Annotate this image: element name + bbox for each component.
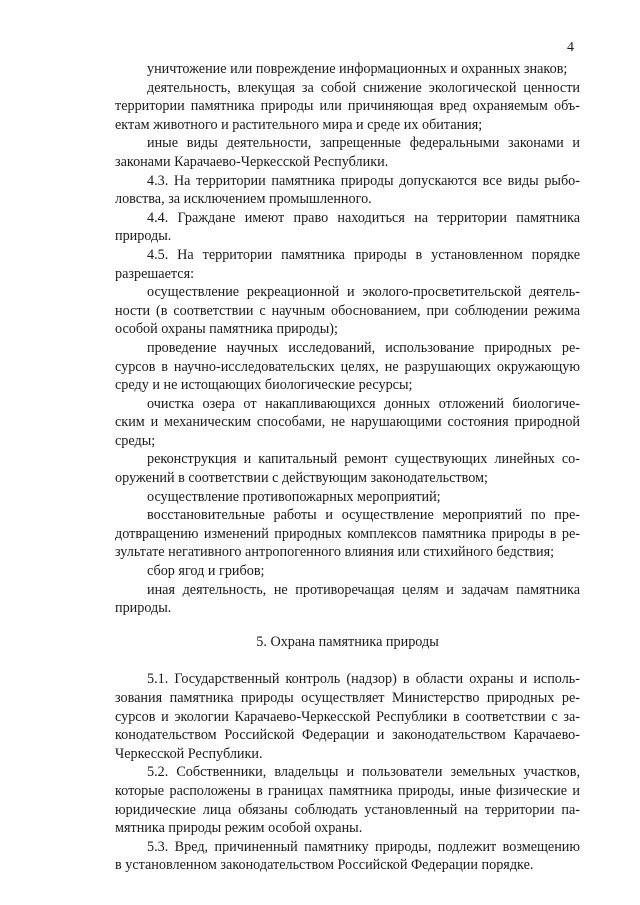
text-line: особой охраны памятника природы); — [115, 321, 338, 338]
text-line: восстановительные работы и осуществление мероприятий по пре- — [147, 507, 580, 524]
text-line: зования памятника природы осуществляет Министерство природных ре- — [115, 690, 580, 706]
text-line: 5.1. Государственный контроль (надзор) в области охраны и исполь- — [147, 671, 580, 688]
text-line: юридические лица обязаны соблюдать установленный на территории па- — [115, 801, 580, 818]
paragraph — [115, 60, 580, 79]
section-heading: 5. Охрана памятника природы — [256, 633, 439, 650]
text-line: в установленном законодательством Российской Федерации порядке. — [115, 857, 534, 874]
text-line: реконструкция и капитальный ремонт существующих линейных со- — [147, 451, 580, 468]
text-line: дотвращению изменений природных комплексов памятника природы в ре- — [115, 525, 580, 542]
text-line: деятельность, влекущая за собой снижение экологической ценности — [147, 79, 580, 96]
text-line: 5.2. Собственники, владельцы и пользователи земельных участков, — [147, 764, 580, 781]
paragraph — [115, 488, 580, 507]
text-line: проведение научных исследований, использование природных ре- — [147, 339, 580, 356]
paragraph — [115, 562, 580, 581]
document-body — [115, 60, 580, 875]
text-line: уничтожение или повреждение информационных и охранных знаков; — [147, 61, 568, 77]
text-line: территории памятника природы или причиняющая вред охраняемым объ- — [115, 98, 580, 115]
text-line: ским и механическим способами, не нарушающими состояния природной — [115, 414, 580, 431]
text-line: мятника природы режим особой охраны. — [115, 820, 363, 837]
paragraph — [115, 134, 580, 171]
text-line: осуществление противопожарных мероприятий; — [147, 488, 441, 505]
paragraph — [115, 283, 580, 339]
text-line: Черкесской Республики. — [115, 745, 263, 762]
text-line: сурсов и экологии Карачаево-Черкесской Республики в соответствии с за- — [115, 708, 580, 725]
paragraph — [115, 670, 580, 763]
paragraph — [115, 172, 580, 209]
paragraph — [115, 209, 580, 246]
text-line: сбор ягод и грибов; — [147, 563, 265, 580]
paragraph — [115, 506, 580, 562]
paragraph — [115, 395, 580, 451]
text-line: ектам животного и растительного мира и среде их обитания; — [115, 116, 483, 133]
text-line: среды; — [115, 432, 156, 449]
text-line: законами Карачаево-Черкесской Республики. — [115, 153, 389, 170]
text-line: ловства, за исключением промышленного. — [115, 191, 372, 208]
paragraph — [115, 79, 580, 135]
text-line: оружений в соответствии с действующим законодательством; — [115, 470, 488, 487]
text-line: 4.5. На территории памятника природы в установленном порядке — [147, 246, 580, 263]
text-line: сурсов в научно-исследовательских целях, не разрушающих окружающую — [115, 358, 580, 375]
paragraph — [115, 763, 580, 837]
text-line: разрешается: — [115, 265, 195, 282]
paragraph — [115, 581, 580, 618]
text-line: иная деятельность, не противоречащая целям и задачам памятника — [147, 581, 580, 598]
text-line: иные виды деятельности, запрещенные федеральными законами и — [147, 135, 580, 152]
text-line: конодательством Российской Федерации и законодательством Карачаево- — [115, 727, 580, 744]
page-number: 4 — [567, 40, 574, 55]
paragraph — [115, 246, 580, 283]
text-line: природы. — [115, 600, 172, 617]
text-line: 4.3. На территории памятника природы допускаются все виды рыбо- — [147, 172, 580, 189]
paragraph — [115, 339, 580, 395]
text-line: 4.4. Граждане имеют право находиться на территории памятника — [147, 209, 580, 226]
paragraph — [115, 838, 580, 875]
text-line: 5.3. Вред, причиненный памятнику природы, подлежит возмещению — [147, 838, 580, 855]
paragraph — [115, 450, 580, 487]
text-line: среду и не истощающих биологические ресурсы; — [115, 377, 413, 394]
text-line: осуществление рекреационной и эколого-просветительской деятель- — [147, 284, 580, 301]
text-line: зультате негативного антропогенного влияния или стихийного бедствия; — [115, 544, 555, 561]
text-line: очистка озера от накапливающихся донных отложений биологиче- — [147, 395, 580, 412]
section-4-paragraphs — [115, 60, 580, 618]
text-line: ности (в соответствии с научным обоснованием, при соблюдении режима — [115, 302, 580, 319]
section-5-paragraphs — [115, 670, 580, 875]
text-line: которые расположены в границах памятника природы, иные физические и — [115, 782, 580, 799]
text-line: природы. — [115, 228, 172, 245]
